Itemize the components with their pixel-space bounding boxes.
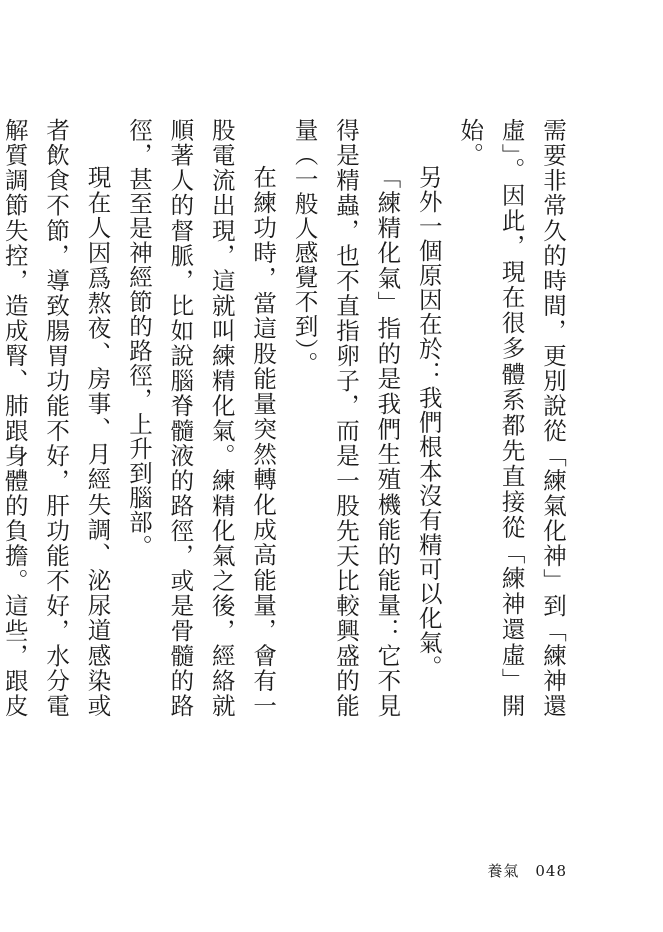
page-number: 048 — [535, 862, 567, 880]
paragraph-5: 現在人因爲熬夜、房事、月經失調、泌尿道感染或者飲食不節，導致腸胃功能不好，肝功能不好，水分電解質調節失控，造成腎、肺跟身體的負擔。這些，跟皮 — [0, 118, 112, 718]
paragraph-4: 在練功時，當這股能量突然轉化成高能量，會有一股電流出現，這就叫練精化氣。練精化氣之後，經絡就順著人的督脈，比如說腦脊髓液的路徑，或是骨髓的路徑，甚至是神經節的路徑，上升到腦部。 — [124, 118, 278, 718]
paragraph-2: 另外一個原因在於：我們根本沒有精可以化氣。 — [414, 165, 443, 680]
running-title: 養氣 — [487, 862, 520, 880]
paragraph-3: 「練精化氣」指的是我們生殖機能的能量：它不見得是精蟲，也不直指卵子，而是一股先天比較興盛的能量（一般人感覺不到）。 — [290, 118, 402, 718]
vertical-text-body — [0, 118, 573, 718]
paragraph-1: 需要非常久的時間，更別說從「練氣化神」到「練神還虛」。因此，現在很多體系都先直接從「練神還虛」開始。 — [456, 118, 567, 718]
page-footer — [487, 860, 567, 881]
